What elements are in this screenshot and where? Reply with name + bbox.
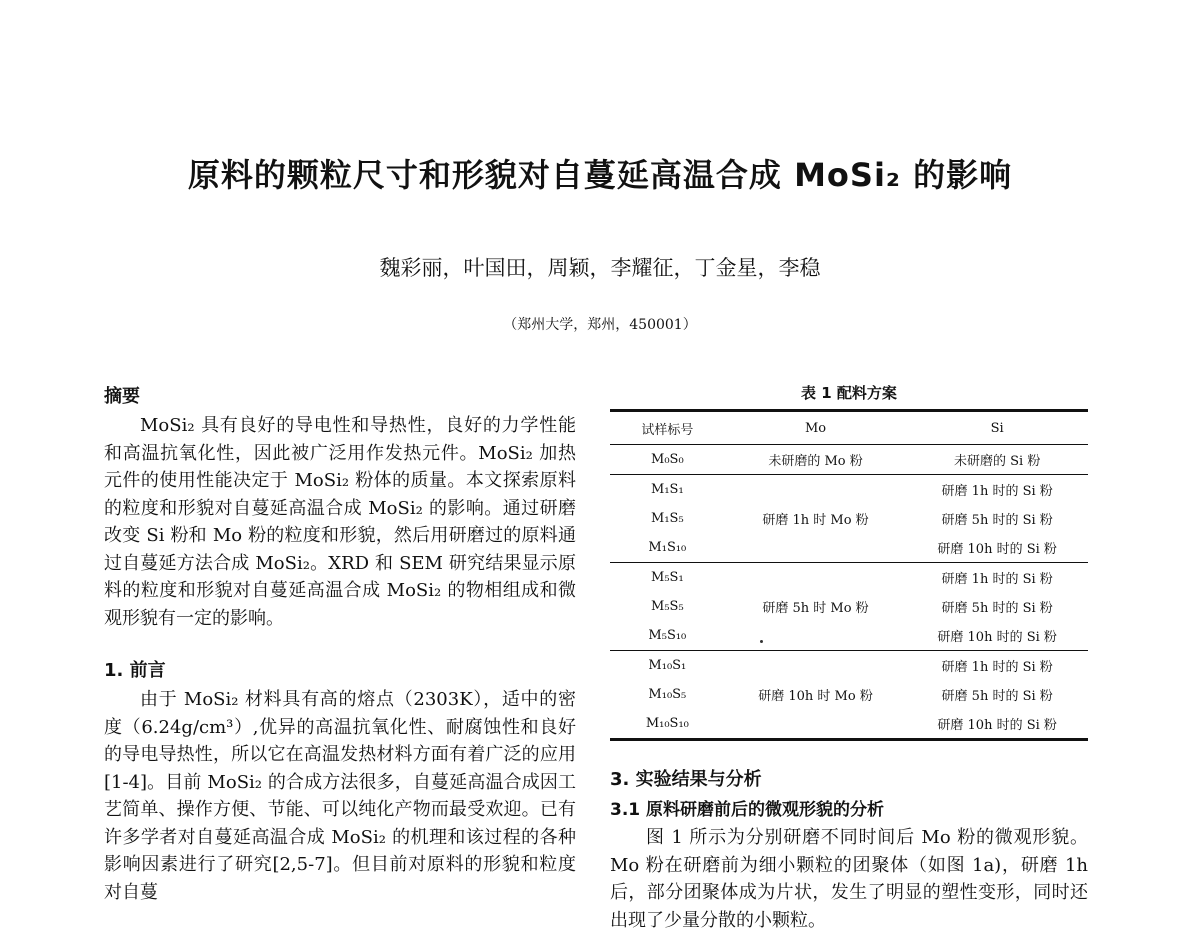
cell-si: 研磨 5h 时的 Si 粉 [941, 689, 1053, 704]
abstract-text: MoSi₂ 具有良好的导电性和导热性，良好的力学性能和高温抗氧化性，因此被广泛用作发热元件。MoSi₂ 加热元件的使用性能决定于 MoSi₂ 粉体的质量。本文探索原料的粒度和形貌对自蔓延高温合成 MoSi₂ 的影响。通过研磨改变 Si 粉和 Mo 粉的粒度和形貌，然后用研磨过的原料通过自蔓延方法合成 MoSi₂。XRD 和 SEM 研究结果显示原料的粒度和形貌对自蔓延高温合成 MoSi₂ 的物相组成和微观形貌有一定的影响。 [104, 415, 576, 629]
cell-mo [725, 651, 907, 681]
author-list: 魏彩丽，叶国田，周颖，李耀征，丁金星，李稳 [379, 256, 821, 280]
header-code: 试样标号 [610, 411, 725, 445]
cell-mo: 研磨 10h 时 Mo 粉 [758, 689, 873, 704]
cell-code: M₅S₅ [651, 599, 684, 614]
cell-code: M₀S₀ [610, 445, 725, 475]
cell-mo: 研磨 5h 时 Mo 粉 [762, 601, 869, 616]
paper-title: 原料的颗粒尺寸和形貌对自蔓延高温合成 MoSi₂ 的影响 [187, 156, 1013, 194]
table-row [610, 709, 1088, 740]
cell-code: M₁₀S₁ [648, 658, 687, 673]
cell-si: 未研磨的 Si 粉 [906, 445, 1088, 475]
cell-code: M₁₀S₁₀ [610, 709, 725, 740]
results-heading: 3. 实验结果与分析 [610, 769, 762, 790]
cell-si: 研磨 10h 时的 Si 粉 [906, 709, 1088, 740]
right-column [610, 382, 1088, 934]
cell-si: 研磨 1h 时的 Si 粉 [941, 572, 1053, 587]
table-row [610, 621, 1088, 651]
table-row [610, 504, 1088, 533]
cell-code: M₁₀S₅ [648, 687, 687, 702]
cell-code: M₁S₅ [651, 511, 684, 526]
cell-mo [725, 621, 907, 651]
cell-code: M₅S₁₀ [610, 621, 725, 651]
cell-mo [725, 475, 907, 505]
table-header-row [610, 411, 1088, 445]
header-mo: Mo [725, 411, 907, 445]
cell-si: 研磨 10h 时的 Si 粉 [906, 533, 1088, 563]
cell-code: M₅S₁ [651, 570, 684, 585]
results-subheading: 3.1 原料研磨前后的微观形貌的分析 [610, 800, 885, 820]
header-si: Si [906, 411, 1088, 445]
cell-si: 研磨 5h 时的 Si 粉 [941, 513, 1053, 528]
intro-heading: 1. 前言 [104, 660, 166, 681]
scan-speck [760, 640, 763, 643]
recipe-table [610, 409, 1088, 741]
cell-si: 研磨 5h 时的 Si 粉 [941, 601, 1053, 616]
table-row [610, 445, 1088, 475]
table-row [610, 651, 1088, 681]
cell-si: 研磨 1h 时的 Si 粉 [941, 484, 1053, 499]
table-row [610, 680, 1088, 709]
cell-si: 研磨 1h 时的 Si 粉 [941, 660, 1053, 675]
cell-mo: 研磨 1h 时 Mo 粉 [762, 513, 869, 528]
table-row [610, 475, 1088, 505]
table-row [610, 533, 1088, 563]
cell-code: M₁S₁ [651, 482, 684, 497]
abstract-heading: 摘要 [104, 386, 140, 407]
table-row [610, 563, 1088, 593]
cell-mo [725, 709, 907, 740]
left-column [104, 382, 576, 906]
table-row [610, 592, 1088, 621]
cell-code: M₁S₁₀ [610, 533, 725, 563]
intro-text: 由于 MoSi₂ 材料具有高的熔点（2303K），适中的密度（6.24g/cm³）,优异的高温抗氧化性、耐腐蚀性和良好的导电导热性，所以它在高温发热材料方面有着广泛的应用[1-4]。目前 MoSi₂ 的合成方法很多，自蔓延高温合成因工艺简单、操作方便、节能、可以纯化产物而最受欢迎。已有许多学者对自蔓延高温合成 MoSi₂ 的机理和该过程的各种影响因素进行了研究[2,5-7]。但目前对原料的形貌和粒度对自蔓 [104, 689, 576, 903]
table-caption: 表 1 配料方案 [801, 384, 897, 402]
cell-mo [725, 533, 907, 563]
cell-si: 研磨 10h 时的 Si 粉 [906, 621, 1088, 651]
affiliation: （郑州大学，郑州，450001） [503, 317, 697, 333]
cell-mo [725, 563, 907, 593]
cell-mo: 未研磨的 Mo 粉 [725, 445, 907, 475]
results-text: 图 1 所示为分别研磨不同时间后 Mo 粉的微观形貌。Mo 粉在研磨前为细小颗粒的团聚体（如图 1a)，研磨 1h 后，部分团聚体成为片状，发生了明显的塑性变形，同时还出现了少量分散的小颗粒。 [610, 827, 1088, 931]
